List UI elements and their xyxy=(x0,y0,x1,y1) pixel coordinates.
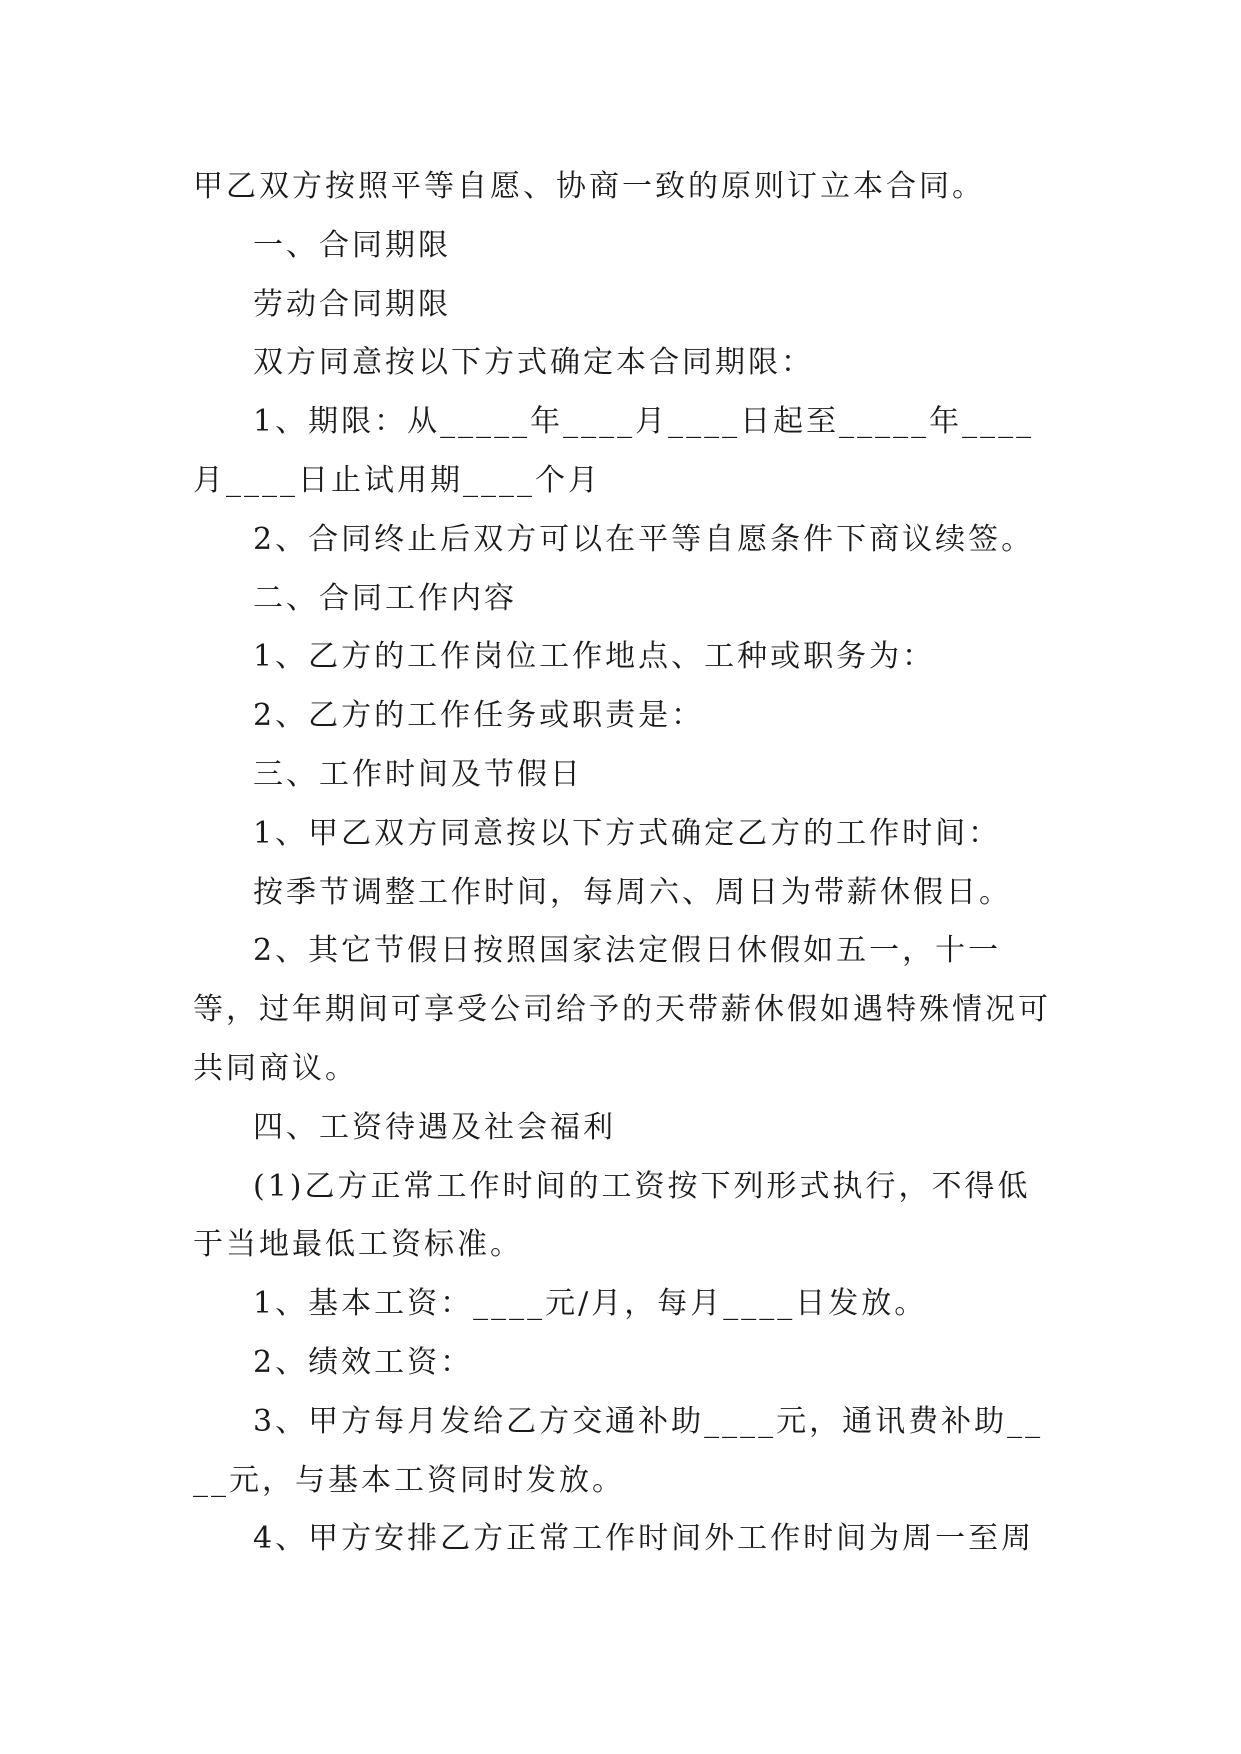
section-heading-work-content: 二、合同工作内容 xyxy=(253,580,517,616)
paragraph-wage-form: (1)乙方正常工作时间的工资按下列形式执行，不得低于当地最低工资标准。 xyxy=(193,1168,1031,1263)
paragraph-performance-pay: 2、绩效工资： xyxy=(253,1344,474,1380)
paragraph-holidays: 2、其它节假日按照国家法定假日休假如五一，十一等，过年期间可享受公司给予的天带薪休假如遇特殊情况可共同商议。 xyxy=(193,933,1051,1086)
paragraph-job-duties: 2、乙方的工作任务或职责是： xyxy=(253,698,705,734)
paragraph-renewal: 2、合同终止后双方可以在平等自愿条件下商议续签。 xyxy=(253,521,1035,557)
section-heading-wages-benefits: 四、工资待遇及社会福利 xyxy=(253,1109,616,1145)
paragraph-work-hours-method: 1、甲乙双方同意按以下方式确定乙方的工作时间： xyxy=(253,815,1002,851)
paragraph-allowances: 3、甲方每月发给乙方交通补助____元，通讯费补助____元，与基本工资同时发放。 xyxy=(193,1403,1044,1498)
paragraph-term-period: 1、期限：从_____年____月____日起至_____年____月____日止试用期____个月 xyxy=(193,404,1035,498)
paragraph-seasonal-schedule: 按季节调整工作时间，每周六、周日为带薪休假日。 xyxy=(253,874,1012,910)
paragraph-job-position: 1、乙方的工作岗位工作地点、工种或职务为： xyxy=(253,639,936,675)
contract-body xyxy=(193,158,1053,1569)
section-heading-contract-term: 一、合同期限 xyxy=(253,227,451,263)
paragraph-overtime: 4、甲方安排乙方正常工作时间外工作时间为周一至周 xyxy=(253,1521,1035,1557)
paragraph-term-method: 双方同意按以下方式确定本合同期限： xyxy=(253,345,814,381)
subheading-labor-contract-term: 劳动合同期限 xyxy=(253,286,451,322)
paragraph-intro: 甲乙双方按照平等自愿、协商一致的原则订立本合同。 xyxy=(193,169,985,204)
paragraph-basic-salary: 1、基本工资：____元/月，每月____日发放。 xyxy=(253,1286,928,1322)
section-heading-work-hours: 三、工作时间及节假日 xyxy=(253,756,583,792)
